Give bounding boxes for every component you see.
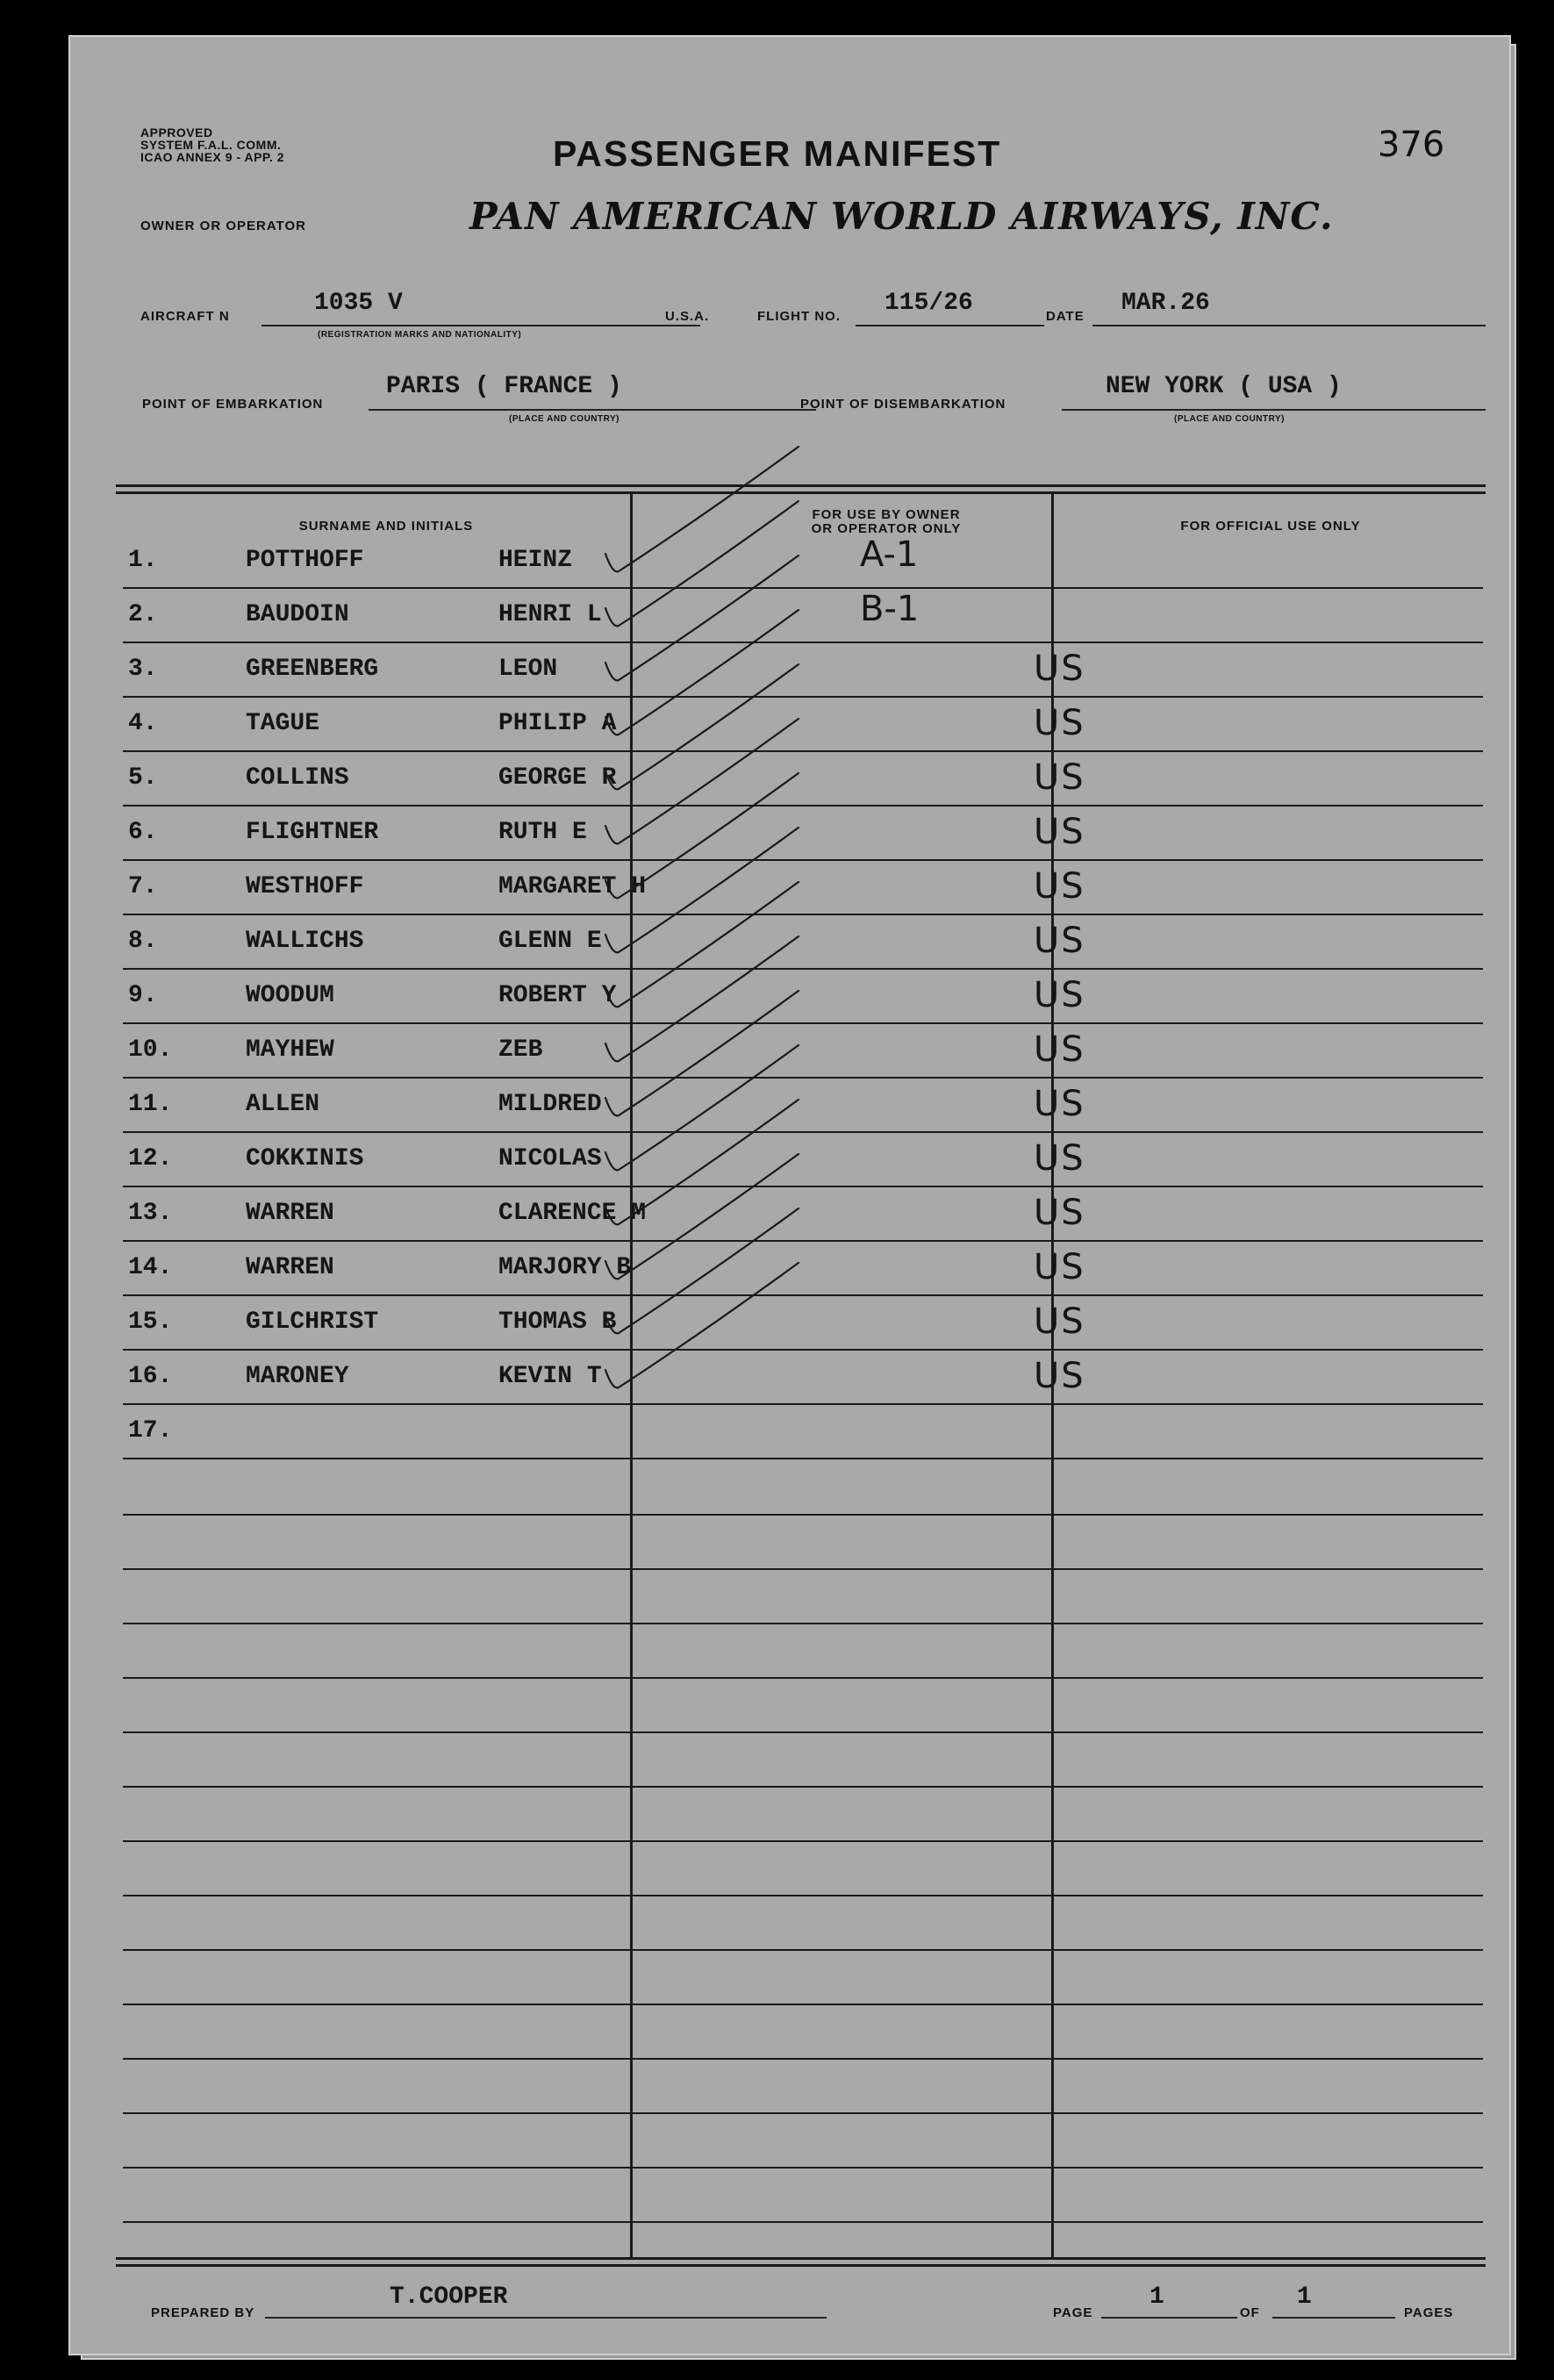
passenger-surname: GREENBERG — [246, 656, 379, 683]
passenger-surname: WARREN — [246, 1200, 334, 1227]
official-use-entry: US — [1034, 921, 1085, 961]
check-mark — [605, 936, 798, 1061]
official-use-entry: US — [1034, 1138, 1085, 1179]
check-mark — [605, 1208, 798, 1333]
official-use-entry: US — [1034, 1301, 1085, 1342]
passenger-given-name: ROBERT Y — [498, 982, 617, 1009]
check-mark — [605, 501, 798, 626]
passenger-surname: FLIGHTNER — [246, 819, 379, 846]
page-number: 376 — [1378, 125, 1445, 165]
row-number: 14. — [128, 1254, 173, 1281]
check-mark — [605, 447, 798, 571]
passenger-surname: COLLINS — [246, 764, 349, 792]
passenger-given-name: CLARENCE M — [498, 1200, 647, 1227]
passenger-surname: WALLICHS — [246, 928, 364, 955]
passenger-surname: POTTHOFF — [246, 547, 364, 574]
check-mark — [605, 1154, 798, 1279]
passenger-surname: BAUDOIN — [246, 601, 349, 628]
passenger-given-name: HEINZ — [498, 547, 573, 574]
passenger-given-name: LEON — [498, 656, 558, 683]
passenger-given-name: KEVIN T — [498, 1363, 602, 1390]
official-use-entry: US — [1034, 1084, 1085, 1124]
check-mark — [605, 719, 798, 843]
official-use-entry: US — [1034, 703, 1085, 743]
passenger-surname: ALLEN — [246, 1091, 320, 1118]
official-use-entry: US — [1034, 649, 1085, 689]
passenger-given-name: ZEB — [498, 1036, 543, 1064]
page-title: PASSENGER MANIFEST — [553, 133, 1002, 174]
row-number: 12. — [128, 1145, 173, 1172]
check-mark — [605, 1100, 798, 1224]
date-value: MAR.26 — [1121, 290, 1210, 317]
disembarkation-caption: (PLACE AND COUNTRY) — [1174, 414, 1285, 424]
passenger-surname: WESTHOFF — [246, 873, 364, 900]
row-number: 1. — [128, 547, 158, 574]
of-label: OF — [1240, 2305, 1260, 2320]
column-header-names: SURNAME AND INITIALS — [298, 519, 474, 534]
approval-line-2: SYSTEM F.A.L. COMM. — [140, 138, 282, 152]
check-marks — [70, 37, 1509, 2354]
aircraft-label: AIRCRAFT N — [140, 309, 230, 324]
row-number: 7. — [128, 873, 158, 900]
passenger-surname: WOODUM — [246, 982, 334, 1009]
page-value: 1 — [1149, 2283, 1164, 2311]
passenger-surname: MARONEY — [246, 1363, 349, 1390]
column-header-owner-line1: FOR USE BY OWNER — [812, 507, 961, 522]
official-use-entry: US — [1034, 1029, 1085, 1070]
aircraft-value: 1035 V — [314, 290, 403, 317]
date-label: DATE — [1046, 309, 1085, 324]
passenger-surname: TAGUE — [246, 710, 320, 737]
row-number: 11. — [128, 1091, 173, 1118]
row-number: 9. — [128, 982, 158, 1009]
passenger-given-name: MARJORY B — [498, 1254, 632, 1281]
check-mark — [605, 1045, 798, 1170]
column-header-owner-line2: OR OPERATOR ONLY — [811, 521, 962, 536]
flight-label: FLIGHT NO. — [757, 309, 841, 324]
official-use-entry: US — [1034, 757, 1085, 798]
passenger-surname: WARREN — [246, 1254, 334, 1281]
row-number: 8. — [128, 928, 158, 955]
prepared-by-underline — [265, 2317, 827, 2319]
pages-label: PAGES — [1404, 2305, 1454, 2320]
country-label: U.S.A. — [665, 309, 710, 324]
owner-name: PAN AMERICAN WORLD AIRWAYS, INC. — [469, 195, 1334, 238]
official-use-entry: US — [1034, 812, 1085, 852]
official-use-entry: US — [1034, 866, 1085, 907]
passenger-given-name: MILDRED — [498, 1091, 602, 1118]
owner-use-entry: A-1 — [860, 534, 919, 575]
page-underline — [1101, 2317, 1237, 2319]
of-value: 1 — [1297, 2283, 1312, 2311]
row-number: 4. — [128, 710, 158, 737]
passenger-surname: MAYHEW — [246, 1036, 334, 1064]
disembarkation-label: POINT OF DISEMBARKATION — [800, 397, 1006, 412]
embarkation-caption: (PLACE AND COUNTRY) — [509, 414, 619, 424]
check-mark — [605, 664, 798, 789]
passenger-given-name: MARGARET H — [498, 873, 647, 900]
row-number: 6. — [128, 819, 158, 846]
aircraft-caption: (REGISTRATION MARKS AND NATIONALITY) — [318, 330, 522, 340]
owner-use-entry: B-1 — [860, 589, 920, 629]
passenger-given-name: PHILIP A — [498, 710, 617, 737]
check-mark — [605, 991, 798, 1115]
row-number: 3. — [128, 656, 158, 683]
row-number: 15. — [128, 1308, 173, 1336]
approval-line-1: APPROVED — [140, 125, 213, 140]
passenger-surname: COKKINIS — [246, 1145, 364, 1172]
row-number: 16. — [128, 1363, 173, 1390]
check-mark — [605, 556, 798, 680]
row-number: 17. — [128, 1417, 173, 1444]
passenger-given-name: GLENN E — [498, 928, 602, 955]
row-number: 5. — [128, 764, 158, 792]
passenger-given-name: GEORGE R — [498, 764, 617, 792]
row-number: 13. — [128, 1200, 173, 1227]
disembarkation-value: NEW YORK ( USA ) — [1106, 373, 1342, 400]
prepared-by-label: PREPARED BY — [151, 2305, 255, 2320]
check-mark — [605, 773, 798, 898]
official-use-entry: US — [1034, 1193, 1085, 1233]
embarkation-value: PARIS ( FRANCE ) — [386, 373, 622, 400]
official-use-entry: US — [1034, 1356, 1085, 1396]
check-mark — [605, 1263, 798, 1387]
passenger-given-name: RUTH E — [498, 819, 587, 846]
of-underline — [1272, 2317, 1395, 2319]
passenger-given-name: THOMAS B — [498, 1308, 617, 1336]
flight-value: 115/26 — [884, 290, 973, 317]
check-mark — [605, 882, 798, 1007]
owner-label: OWNER OR OPERATOR — [140, 219, 306, 233]
check-mark — [605, 610, 798, 735]
approval-line-3: ICAO ANNEX 9 - APP. 2 — [140, 150, 285, 164]
passenger-given-name: NICOLAS — [498, 1145, 602, 1172]
prepared-by-value: T.COOPER — [390, 2283, 508, 2311]
embarkation-label: POINT OF EMBARKATION — [142, 397, 324, 412]
row-number: 2. — [128, 601, 158, 628]
passenger-surname: GILCHRIST — [246, 1308, 379, 1336]
check-mark — [605, 828, 798, 952]
column-header-official: FOR OFFICIAL USE ONLY — [1180, 519, 1361, 534]
row-number: 10. — [128, 1036, 173, 1064]
manifest-sheet — [68, 35, 1511, 2355]
official-use-entry: US — [1034, 1247, 1085, 1287]
page-label: PAGE — [1053, 2305, 1093, 2320]
official-use-entry: US — [1034, 975, 1085, 1015]
passenger-given-name: HENRI L — [498, 601, 602, 628]
